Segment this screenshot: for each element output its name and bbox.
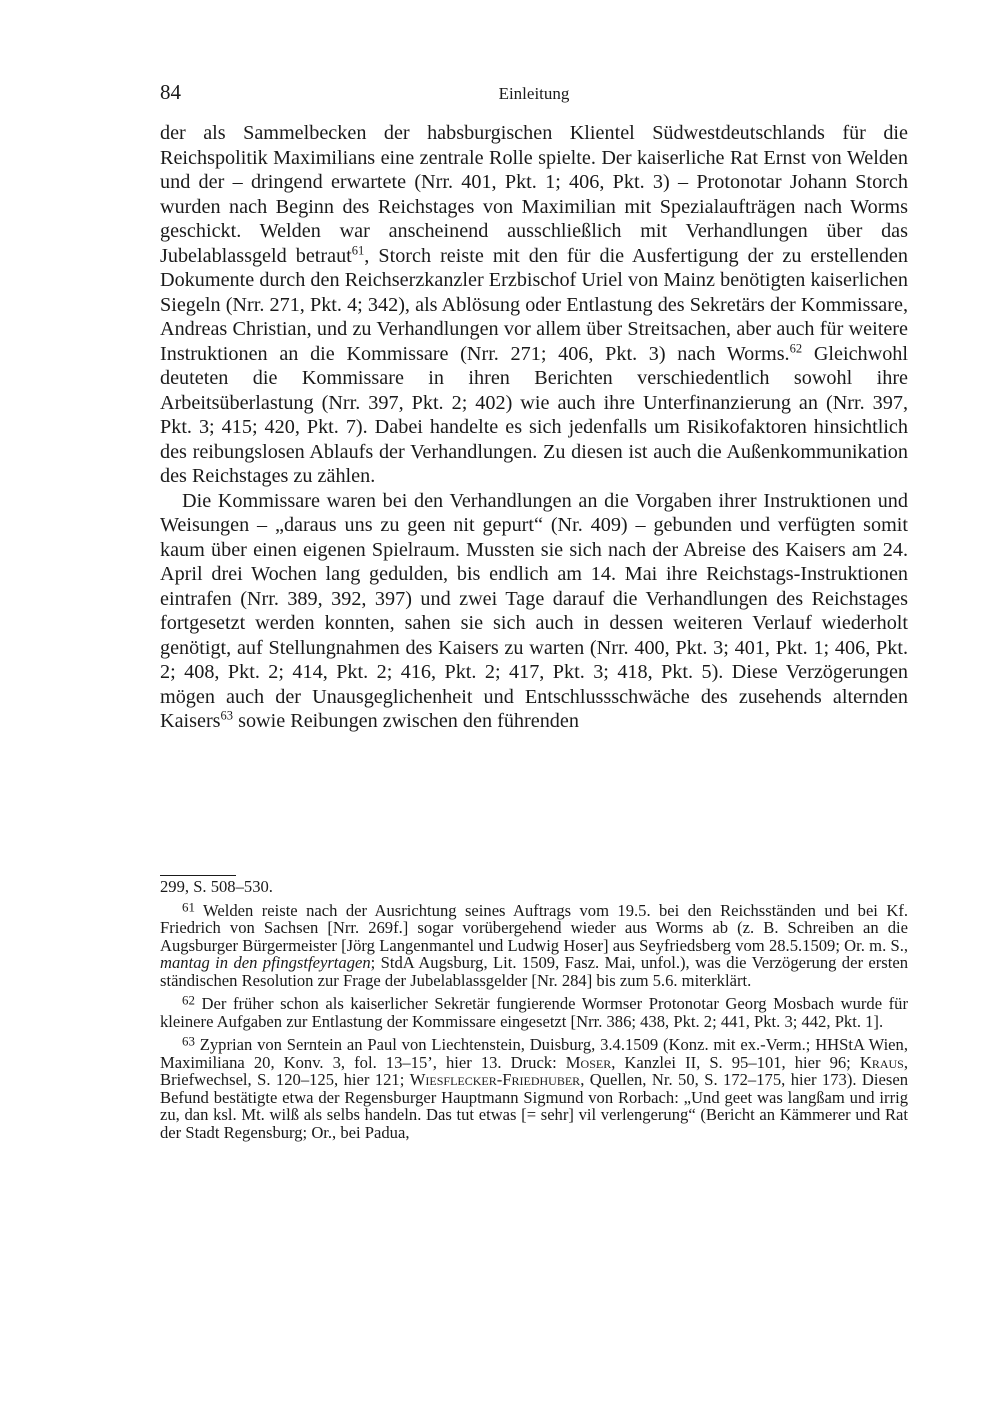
text-run: 299, S. 508–530. <box>160 877 273 896</box>
text-run: , Storch reiste mit den für die Ausfertigung der zu erstellenden Dokumente durch den Reichserzkanzler Erzbischof Uriel von Mainz benötigten kaiserlichen Siegeln (Nrr. 271, Pkt. 4; 342), als Ablösung oder Entlastung des Sekretärs der Kommissare, Andreas Christian, und zu Verhandlungen vor allem über Streitsachen, aber auch für weitere Instruktionen an die Kommissare (Nrr. 271; 406, Pkt. 3) nach Worms. <box>160 244 908 365</box>
text-run: Die Kommissare waren bei den Verhandlungen an die Vorgaben ihrer Instruktionen und Weisungen – „daraus uns zu geen nit gepurt“ (Nr. 409) – gebunden und verfügten somit kaum über einen eigenen Spielraum. Mussten sie sich nach der Abreise des Kaisers am 24. April drei Wochen lang gedulden, bis endlich am 14. Mai ihre Reichstags-Instruktionen eintrafen (Nrr. 389, 392, 397) und zwei Tage darauf die Verhandlungen des Reichstages fortgesetzt werden konnten, sahen sie sich auch in dessen weiteren Verlauf wiederholt genötigt, auf Stellungnahmen des Kaisers zu warten (Nrr. 400, Pkt. 3; 401, Pkt. 1; 406, Pkt. 2; 408, Pkt. 2; 414, Pkt. 2; 416, Pkt. 2; 417, Pkt. 3; 418, Pkt. 5). Diese Verzögerungen mögen auch der Unausgeglichenheit und Entschlussschwäche des zusehends alternden Kaisers <box>160 489 908 732</box>
page-header <box>160 80 908 110</box>
footnote-number: 61 <box>182 898 195 914</box>
text-run: Zyprian von Serntein an Paul von Liechtenstein, Duisburg, 3.4.1509 (Konz. mit ex.-Verm.; HHStA Wien, Maximiliana 20, Konv. 3, fol. 13–15’, hier 13. Druck: <box>160 1035 908 1072</box>
footnote-61 <box>160 898 908 990</box>
main-text <box>160 121 908 734</box>
running-head: Einleitung <box>498 84 570 103</box>
paragraph <box>160 489 908 734</box>
page-number: 84 <box>160 80 181 104</box>
text-run: , Quellen, Nr. 50, S. 172–175, hier 173). Diesen Befund bestätigte etwa der Regensburger Hauptmann Sigmund von Rorbach: „Und geet was langßam und irrig zu, dan ksl. Mt. wilß als selbs handeln. Das tut etwas [= sehr] vil verlengerung“ (Bericht an Kämmerer und Rat der Stadt Regensburg; Or., bei Padua, <box>160 1070 908 1142</box>
text-run: Der früher schon als kaiserlicher Sekretär fungierende Wormser Protonotar Georg Mosbach wurde für kleinere Aufgaben zur Entlastung der Kommissare eingesetzt [Nrr. 386; 438, Pkt. 2; 441, Pkt. 3; 442, Pkt. 1]. <box>160 994 908 1031</box>
footnote-number: 62 <box>182 992 195 1008</box>
text-run: Gleichwohl deuteten die Kommissare in ihren Berichten verschiedentlich sowohl ihre Arbeitsüberlastung (Nrr. 397, Pkt. 2; 402) wie auch ihre Unterfinanzierung an (Nrr. 397, Pkt. 3; 415; 420, Pkt. 7). Dabei handelte es sich jedenfalls um Risikofaktoren hinsichtlich des reibungslosen Ablaufs der Verhandlungen. Zu diesen ist auch die Außenkommunikation des Reichstages zu zählen. <box>160 342 909 487</box>
footnote-number: 63 <box>182 1033 195 1049</box>
footnote-continuation <box>160 878 908 896</box>
text-run: ; StdA Augsburg, Lit. 1509, Fasz. Mai, unfol.), was die Verzögerung der ersten ständischen Resolution zur Frage der Jubelablassgelder [Nr. 284] bis zum 5.6. miterklärt. <box>160 953 908 990</box>
footnotes <box>160 878 908 1147</box>
text-run: , Kanzlei II, S. 95–101, hier 96; <box>611 1052 860 1072</box>
footnote-divider <box>160 875 236 876</box>
text-run: sowie Reibungen zwischen den führenden <box>233 710 579 732</box>
text-run: , Briefwechsel, S. 120–125, hier 121; <box>160 1052 909 1089</box>
text-run: der als Sammelbecken der habsburgischen Klientel Südwestdeutschlands für die Reichspolitik Maximilians eine zentrale Rolle spielte. Der kaiserliche Rat Ernst von Welden und der – dringend erwartete (Nrr. 401, Pkt. 1; 406, Pkt. 3) – Protonotar Johann Storch wurden nach Beginn des Reichstages von Maximilian mit Spezialaufträgen nach Worms geschickt. Welden war anscheinend ausschließlich mit Verhandlungen über das Jubelablassgeld betraut <box>160 122 908 267</box>
italic-quote: mantag in den pfingstfeyrtagen <box>160 953 371 972</box>
author-name: Moser <box>565 1052 612 1072</box>
author-name: Wiesflecker-Friedhuber <box>409 1070 581 1089</box>
footnote-ref-63[interactable]: 63 <box>220 708 234 723</box>
footnote-63 <box>160 1033 909 1142</box>
footnote-ref-61[interactable]: 61 <box>351 242 365 257</box>
text-run: Welden reiste nach der Ausrichtung seines Auftrags vom 19.5. bei den Reichsständen und bei Kf. Friedrich von Sachsen [Nrr. 269f.] sogar vorübergehend wieder aus Worms ab (z. B. Schreiben an die Augsburger Bürgermeister [Jörg Langenmantel und Ludwig Hoser] aus Seyfriedsberg vom 28.5.1509; Or. m. S., <box>160 900 908 955</box>
footnote-ref-62[interactable]: 62 <box>789 340 803 355</box>
paragraph <box>160 121 908 489</box>
author-name: Kraus <box>859 1052 904 1072</box>
footnote-62 <box>160 992 908 1031</box>
